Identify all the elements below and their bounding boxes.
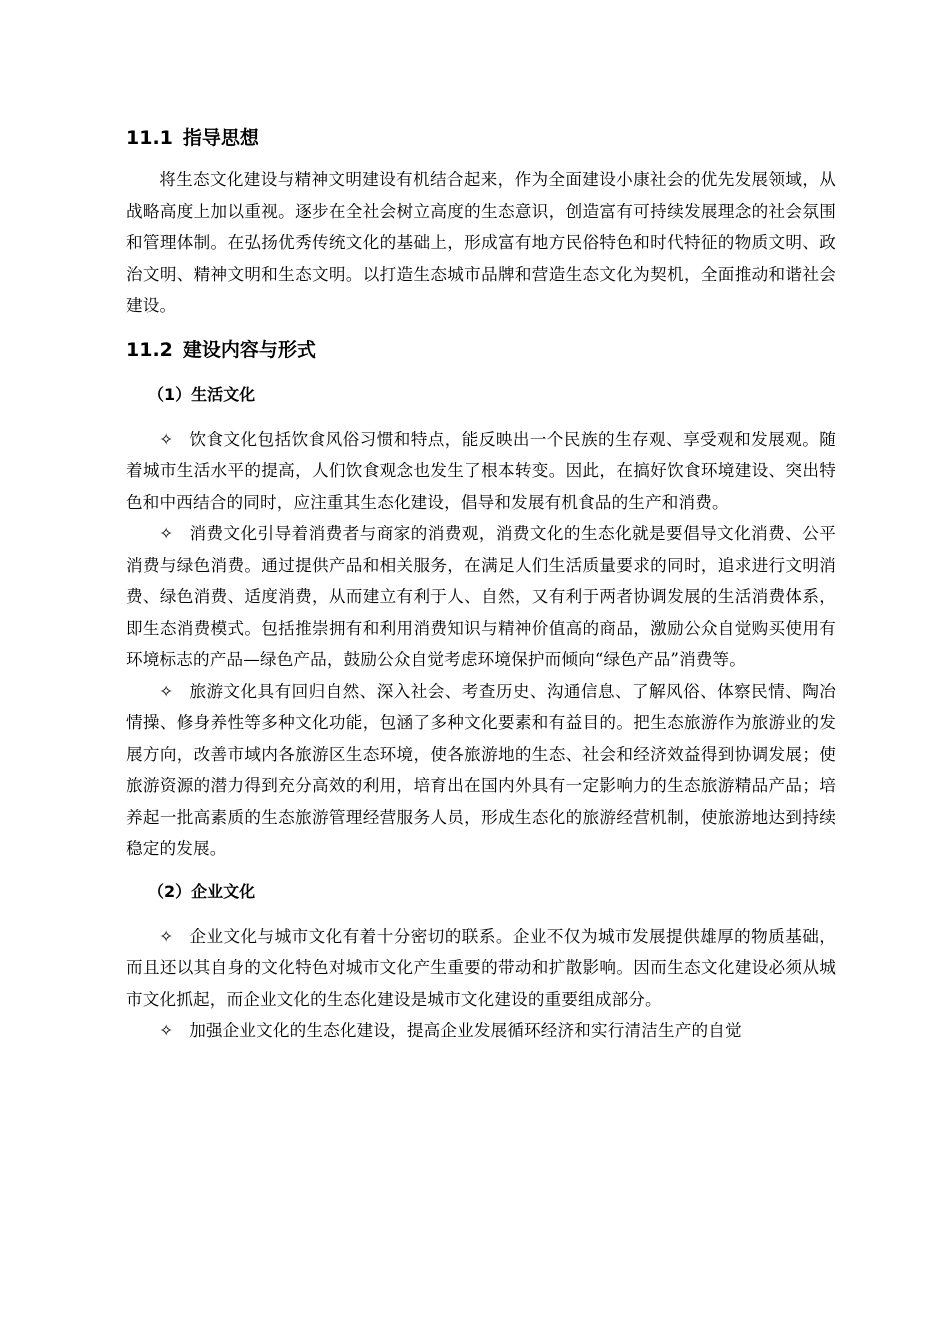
bullet-text: 饮食文化包括饮食风俗习惯和特点，能反映出一个民族的生存观、享受观和发展观。随着城市生活水平的提高，人们饮食观念也发生了根本转变。因此，在搞好饮食环境建设、突出特色和中西结合的同时，应注重其生态化建设，倡导和发展有机食品的生产和消费。 — [126, 429, 836, 512]
bullet-paragraph — [126, 518, 836, 676]
diamond-bullet-icon: ✧ — [159, 926, 174, 946]
section-heading-11-1 — [126, 122, 836, 154]
bullet-paragraph — [126, 676, 836, 865]
document-page — [126, 122, 836, 1047]
diamond-bullet-icon: ✧ — [159, 429, 174, 449]
subsection-title-enterprise-culture: （2）企业文化 — [148, 881, 256, 901]
section-number: 11.1 — [126, 127, 173, 149]
subsection-title-life-culture: （1）生活文化 — [148, 384, 256, 404]
bullet-text: 企业文化与城市文化有着十分密切的联系。企业不仅为城市发展提供雄厚的物质基础，而且还以其自身的文化特色对城市文化产生重要的带动和扩散影响。因而生态文化建设必须从城市文化抓起，而企业文化的生态化建设是城市文化建设的重要组成部分。 — [126, 926, 836, 1009]
section-heading-11-2 — [126, 334, 836, 366]
diamond-bullet-icon: ✧ — [159, 1021, 174, 1040]
bullet-text: 消费文化引导着消费者与商家的消费观，消费文化的生态化就是要倡导文化消费、公平消费与绿色消费。通过提供产品和相关服务，在满足人们生活质量要求的同时，追求进行文明消费、绿色消费、适度消费，从而建立有利于人、自然，又有利于两者协调发展的生活消费体系，即生态消费模式。包括推崇拥有和利用消费知识与精神价值高的商品，激励公众自觉购买使用有环境标志的产品—绿色产品，鼓励公众自觉考虑环境保护而倾向“绿色产品”消费等。 — [126, 524, 836, 669]
diamond-bullet-icon: ✧ — [159, 681, 174, 701]
bullet-paragraph — [126, 921, 836, 1016]
section-title: 建设内容与形式 — [182, 338, 316, 361]
bullet-text: 旅游文化具有回归自然、深入社会、考查历史、沟通信息、了解风俗、体察民情、陶冶情操、修身养性等多种文化功能，包涵了多种文化要素和有益目的。把生态旅游作为旅游业的发展方向，改善市域内各旅游区生态环境，使各旅游地的生态、社会和经济效益得到协调发展；使旅游资源的潜力得到充分高效的利用，培育出在国内外具有一定影响力的生态旅游精品产品；培养起一批高素质的生态旅游管理经营服务人员，形成生态化的旅游经营机制，使旅游地达到持续稳定的发展。 — [126, 681, 836, 858]
diamond-bullet-icon: ✧ — [159, 524, 174, 543]
section-title: 指导思想 — [182, 127, 259, 149]
section-1-paragraph: 将生态文化建设与精神文明建设有机结合起来，作为全面建设小康社会的优先发展领域，从战略高度上加以重视。逐步在全社会树立高度的生态意识，创造富有可持续发展理念的社会氛围和管理体制。在弘扬优秀传统文化的基础上，形成富有地方民俗特色和时代特征的物质文明、政治文明、精神文明和生态文明。以打造生态城市品牌和营造生态文化为契机，全面推动和谐社会建设。 — [126, 170, 836, 315]
bullet-paragraph — [126, 424, 836, 519]
section-number: 11.2 — [126, 338, 173, 361]
bullet-text: 加强企业文化的生态化建设，提高企业发展循环经济和实行清洁生产的自觉 — [189, 1021, 742, 1040]
bullet-paragraph — [126, 1015, 836, 1047]
